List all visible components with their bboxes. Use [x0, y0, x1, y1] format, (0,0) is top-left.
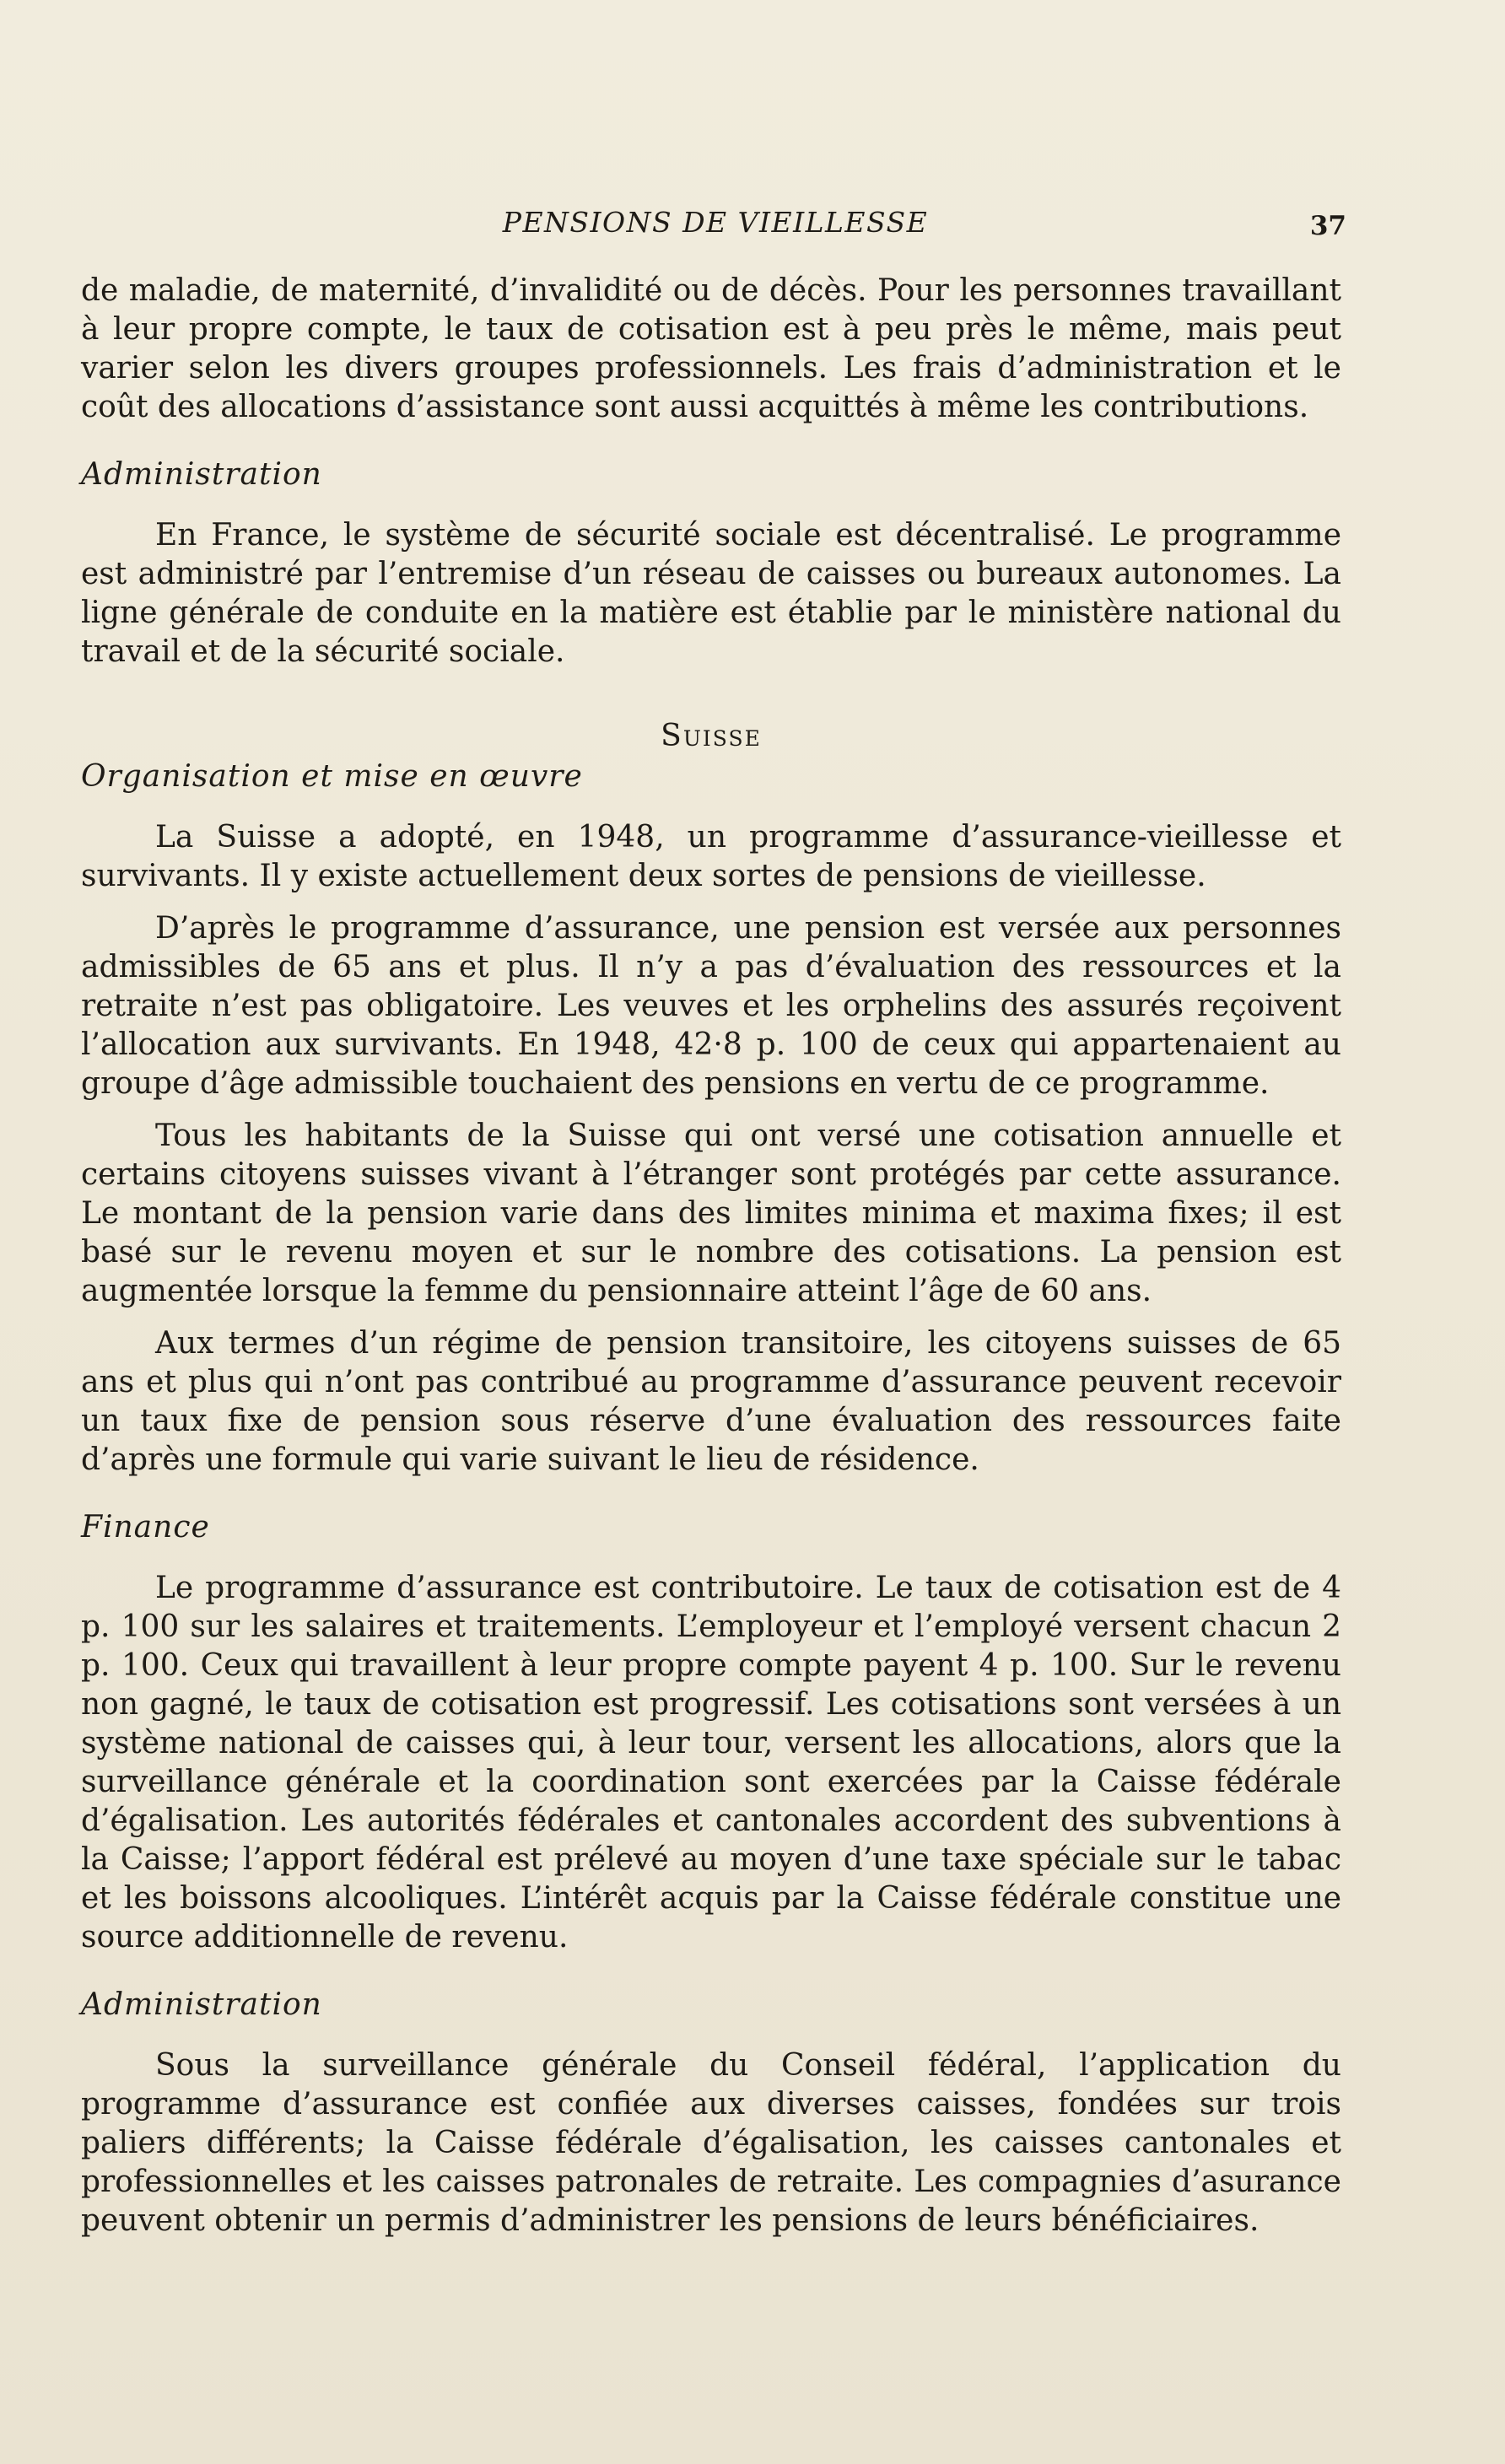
paragraph-finance: Le programme d’assurance est contributoire. Le taux de cotisation est de 4 p. 100 sur les salaires et traitements. L’employeur et l’employé versent chacun 2 p. 100. Ceux qui travaillent à leur propre compte payent 4 p. 100. Sur le revenu non gagné, le taux de cotisation est progressif. Les cotisations sont versées à un système national de caisses qui, à leur tour, versent les allocations, alors que la surveillance générale et la coordination sont exercées par la Caisse fédérale d’égalisation. Les autorités fédérales et cantonales accordent des subventions à la Caisse; l’apport fédéral est prélevé au moyen d’une taxe spéciale sur le tabac et les boissons alcooliques. L’intérêt acquis par la Caisse fédérale constitue une source additionnelle de revenu.	[81, 1571, 1341, 1954]
section-heading-finance: Finance	[81, 1510, 210, 1545]
running-head: PENSIONS DE VIEILLESSE	[502, 206, 929, 239]
page-header	[84, 206, 1346, 248]
country-heading-suisse: Suisse	[661, 719, 762, 753]
paragraph-intro: de maladie, de maternité, d’invalidité ou de décès. Pour les personnes travaillant à leur propre compte, le taux de cotisation est à peu près le même, mais peut varier selon les divers groupes professionnels. Les frais d’administration et le coût des allocations d’assistance sont aussi acquittés à même les contributions.	[81, 273, 1341, 424]
paragraph-organisation-4: Aux termes d’un régime de pension transitoire, les citoyens suisses de 65 ans et plus qui n’ont pas contribué au programme d’assurance peuvent recevoir un taux fixe de pension sous réserve d’une évaluation des ressources faite d’après une formule qui varie suivant le lieu de résidence.	[81, 1326, 1341, 1477]
paragraph-organisation-2: D’après le programme d’assurance, une pension est versée aux personnes admissibles de 65 ans et plus. Il n’y a pas d’évaluation des ressources et la retraite n’est pas obligatoire. Les veuves et les orphelins des assurés reçoivent l’allocation aux survivants. En 1948, 42·8 p. 100 de ceux qui appartenaient au groupe d’âge admissible touchaient des pensions en vertu de ce programme.	[81, 911, 1341, 1101]
section-heading-organisation: Organisation et mise en œuvre	[81, 759, 583, 794]
page-number: 37	[1309, 211, 1346, 241]
section-heading-administration-suisse: Administration	[81, 1987, 322, 2022]
paragraph-organisation-1: La Suisse a adopté, en 1948, un programme d’assurance-vieillesse et survivants. Il y existe actuellement deux sortes de pensions de vieillesse.	[81, 820, 1341, 893]
section-heading-administration-france: Administration	[81, 457, 322, 492]
paragraph-organisation-3: Tous les habitants de la Suisse qui ont versé une cotisation annuelle et certains citoyens suisses vivant à l’étranger sont protégés par cette assurance. Le montant de la pension varie dans des limites minima et maxima fixes; il est basé sur le revenu moyen et sur le nombre des cotisations. La pension est augmentée lorsque la femme du pensionnaire atteint l’âge de 60 ans.	[81, 1119, 1341, 1308]
body-text	[81, 272, 1341, 2254]
paragraph-administration-france: En France, le système de sécurité sociale est décentralisé. Le programme est administré par l’entremise d’un réseau de caisses ou bureaux autonomes. La ligne générale de conduite en la matière est établie par le ministère national du travail et de la sécurité sociale.	[81, 518, 1341, 669]
paragraph-administration-suisse: Sous la surveillance générale du Conseil fédéral, l’application du programme d’assurance est confiée aux diverses caisses, fondées sur trois paliers différents; la Caisse fédérale d’égalisation, les caisses cantonales et professionnelles et les caisses patronales de retraite. Les compagnies d’asurance peuvent obtenir un permis d’administrer les pensions de leurs bénéficiaires.	[81, 2048, 1341, 2238]
